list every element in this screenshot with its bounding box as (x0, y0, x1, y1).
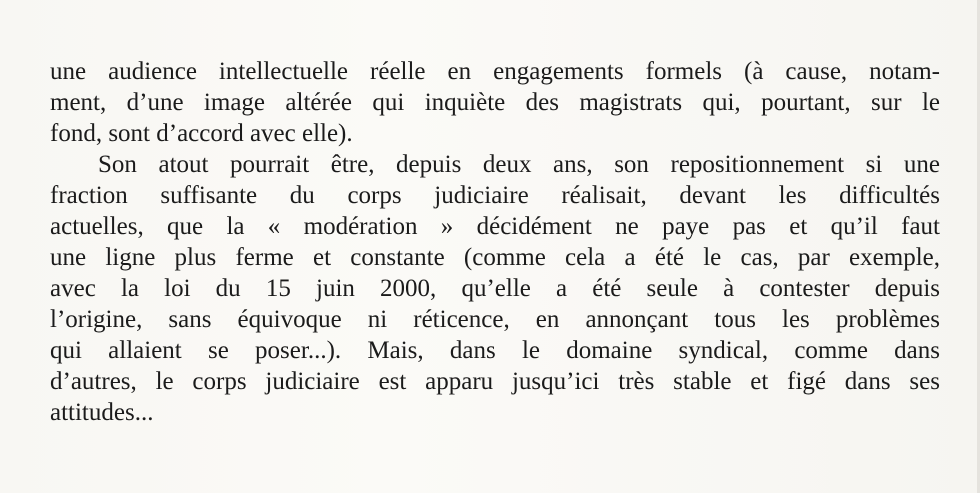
paragraph2-line-8: d’autres, le corps judiciaire est apparu jusqu’ici très stable et figé dans ses (50, 368, 940, 395)
paragraph2-line-3: actuelles, que la « modération » décidément ne paye pas et qu’il faut (50, 213, 940, 240)
text-block (50, 56, 940, 428)
paragraph1-line-2: ment, d’une image altérée qui inquiète des magistrats qui, pourtant, sur le (50, 89, 940, 116)
paragraph2-line-7: qui allaient se poser...). Mais, dans le domaine syndical, comme dans (50, 337, 940, 364)
paragraph2-line-9: attitudes... (50, 399, 154, 426)
paragraph2-line-2: fraction suffisante du corps judiciaire réalisait, devant les difficultés (50, 182, 940, 209)
paragraph2-line-5: avec la loi du 15 juin 2000, qu’elle a été seule à contester depuis (50, 275, 940, 302)
paragraph1-line-3: fond, sont d’accord avec elle). (50, 120, 353, 147)
paragraph1-line-1: une audience intellectuelle réelle en engagements formels (à cause, notam- (50, 58, 940, 85)
paragraph2-line-6: l’origine, sans équivoque ni réticence, en annonçant tous les problèmes (50, 306, 940, 333)
paragraph2-line-1: Son atout pourrait être, depuis deux ans, son repositionnement si une (98, 151, 940, 178)
paragraph2-line-4: une ligne plus ferme et constante (comme cela a été le cas, par exemple, (50, 244, 940, 271)
